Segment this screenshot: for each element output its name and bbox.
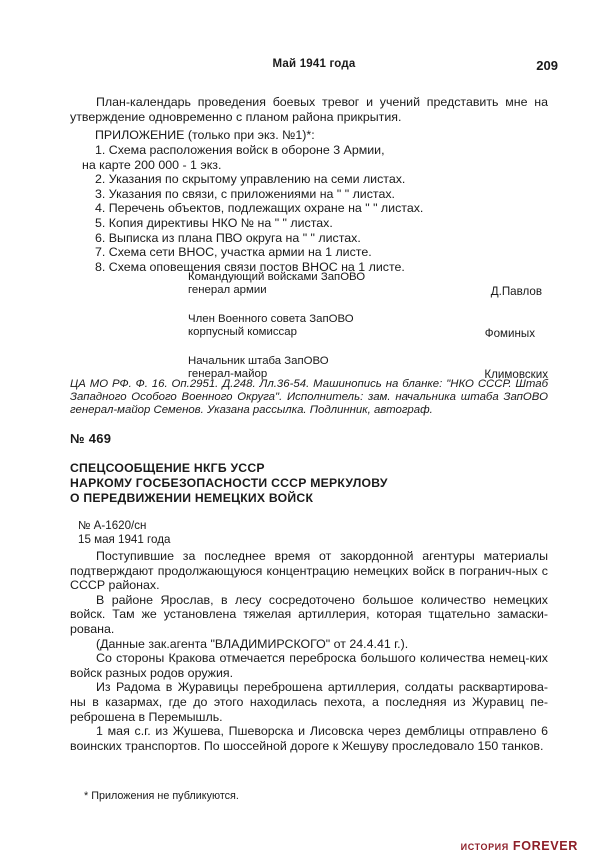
footnote-marker: *	[84, 790, 89, 802]
body-paragraph: В районе Ярослав, в лесу сосредоточено большое количество немецких войск. Там же установлена тяжелая артиллерия, которая тщательно замаски-рована.	[70, 592, 548, 636]
signatory-name: Климовских	[484, 368, 548, 382]
signatory-title-line2: корпусный комиссар	[188, 326, 297, 339]
list-item: 6. Выписка из плана ПВО округа на " " листах.	[95, 230, 361, 245]
body-paragraph: Поступившие за последнее время от закордонной агентуры материалы подтверждают продолжающуюся концентрацию немецких войск в погранич-ных с СССР районах.	[70, 549, 548, 593]
document-reference-block	[70, 519, 548, 548]
document-title-line: НАРКОМУ ГОСБЕЗОПАСНОСТИ СССР МЕРКУЛОВУ	[70, 476, 388, 491]
document-title-line: СПЕЦСООБЩЕНИЕ НКГБ УССР	[70, 461, 265, 475]
document-title-block	[70, 461, 548, 507]
archival-citation: ЦА МО РФ. Ф. 16. Оп.2951. Д.248. Лл.36-54. Машинопись на бланке: "НКО СССР. Штаб Западного Особого Военного Округа". Исполнитель: зам. начальника штаба ЗапОВО генерал-майор Семенов. Указана рассылка. Подлинник, автограф.	[70, 378, 548, 417]
list-item: 7. Схема сети ВНОС, участка армии на 1 листе.	[95, 245, 372, 260]
document-body	[70, 549, 548, 753]
body-paragraph: (Данные зак.агента "ВЛАДИМИРСКОГО" от 24.4.41 г.).	[96, 636, 409, 651]
footnote-text: Приложения не публикуются.	[91, 790, 239, 802]
document-date: 15 мая 1941 года	[78, 533, 171, 547]
list-item: 8. Схема оповещения связи постов ВНОС на 1 листе.	[95, 259, 405, 274]
list-item: 1. Схема расположения войск в обороне 3 Армии,	[95, 143, 385, 157]
footnote	[84, 790, 239, 802]
list-item: 3. Указания по связи, с приложениями на " " листах.	[95, 186, 395, 201]
signatory-name: Д.Павлов	[490, 284, 542, 298]
appendix-heading: ПРИЛОЖЕНИЕ (только при экз. №1)*:	[95, 128, 315, 142]
intro-paragraph: План-календарь проведения боевых тревог и учений представить мне на утверждение одновременно с планом района прикрытия.	[70, 95, 548, 124]
signatory-title-line2: генерал-майор	[188, 368, 268, 381]
appendix-list	[70, 143, 548, 274]
signature-block	[70, 271, 548, 381]
signatory-title-line2: генерал армии	[188, 284, 267, 297]
signatory-title-line1: Начальник штаба ЗапОВО	[188, 354, 329, 367]
document-title-line: О ПЕРЕДВИЖЕНИИ НЕМЕЦКИХ ВОЙСК	[70, 491, 314, 506]
running-head	[70, 58, 558, 74]
signature-row	[70, 271, 548, 298]
site-watermark: история FOREVER	[460, 839, 578, 853]
body-paragraph: 1 мая с.г. из Жушева, Пшеворска и Лисовска через демблицы отправлено 6 воинских транспортов. По шоссейной дороге к Жешуву проследовало 150 танков.	[70, 724, 548, 753]
page-number: 209	[536, 58, 558, 73]
signatory-name: Фоминых	[484, 326, 535, 340]
signatory-title-line1: Командующий войсками ЗапОВО	[188, 271, 366, 283]
appendix-heading-block	[70, 128, 548, 143]
list-item: на карте 200 000 - 1 экз.	[82, 157, 222, 172]
signature-row	[70, 313, 548, 340]
body-paragraph: Со стороны Кракова отмечается переброска большого количества немец-ких войск разных родов оружия.	[70, 651, 548, 680]
document-number: № 469	[70, 431, 112, 446]
body-paragraph: Из Радома в Журавицы переброшена артиллерия, солдаты расквартирова-ны в казармах, где до этого находилась пехота, а последняя из Журавиц пе-реброшена в Перемышль.	[70, 680, 548, 724]
document-number-block	[70, 431, 548, 446]
list-item: 4. Перечень объектов, подлежащих охране на " " листах.	[95, 201, 424, 216]
signatory-title-line1: Член Военного совета ЗапОВО	[188, 312, 354, 325]
list-item: 2. Указания по скрытому управлению на семи листах.	[95, 172, 406, 187]
list-item: 5. Копия директивы НКО № на " " листах.	[95, 215, 333, 230]
running-head-title: Май 1941 года	[272, 58, 356, 70]
reference-number: № А-1620/сн	[78, 519, 147, 532]
archival-citation-block	[70, 378, 548, 418]
intro-paragraph-block	[70, 95, 548, 124]
